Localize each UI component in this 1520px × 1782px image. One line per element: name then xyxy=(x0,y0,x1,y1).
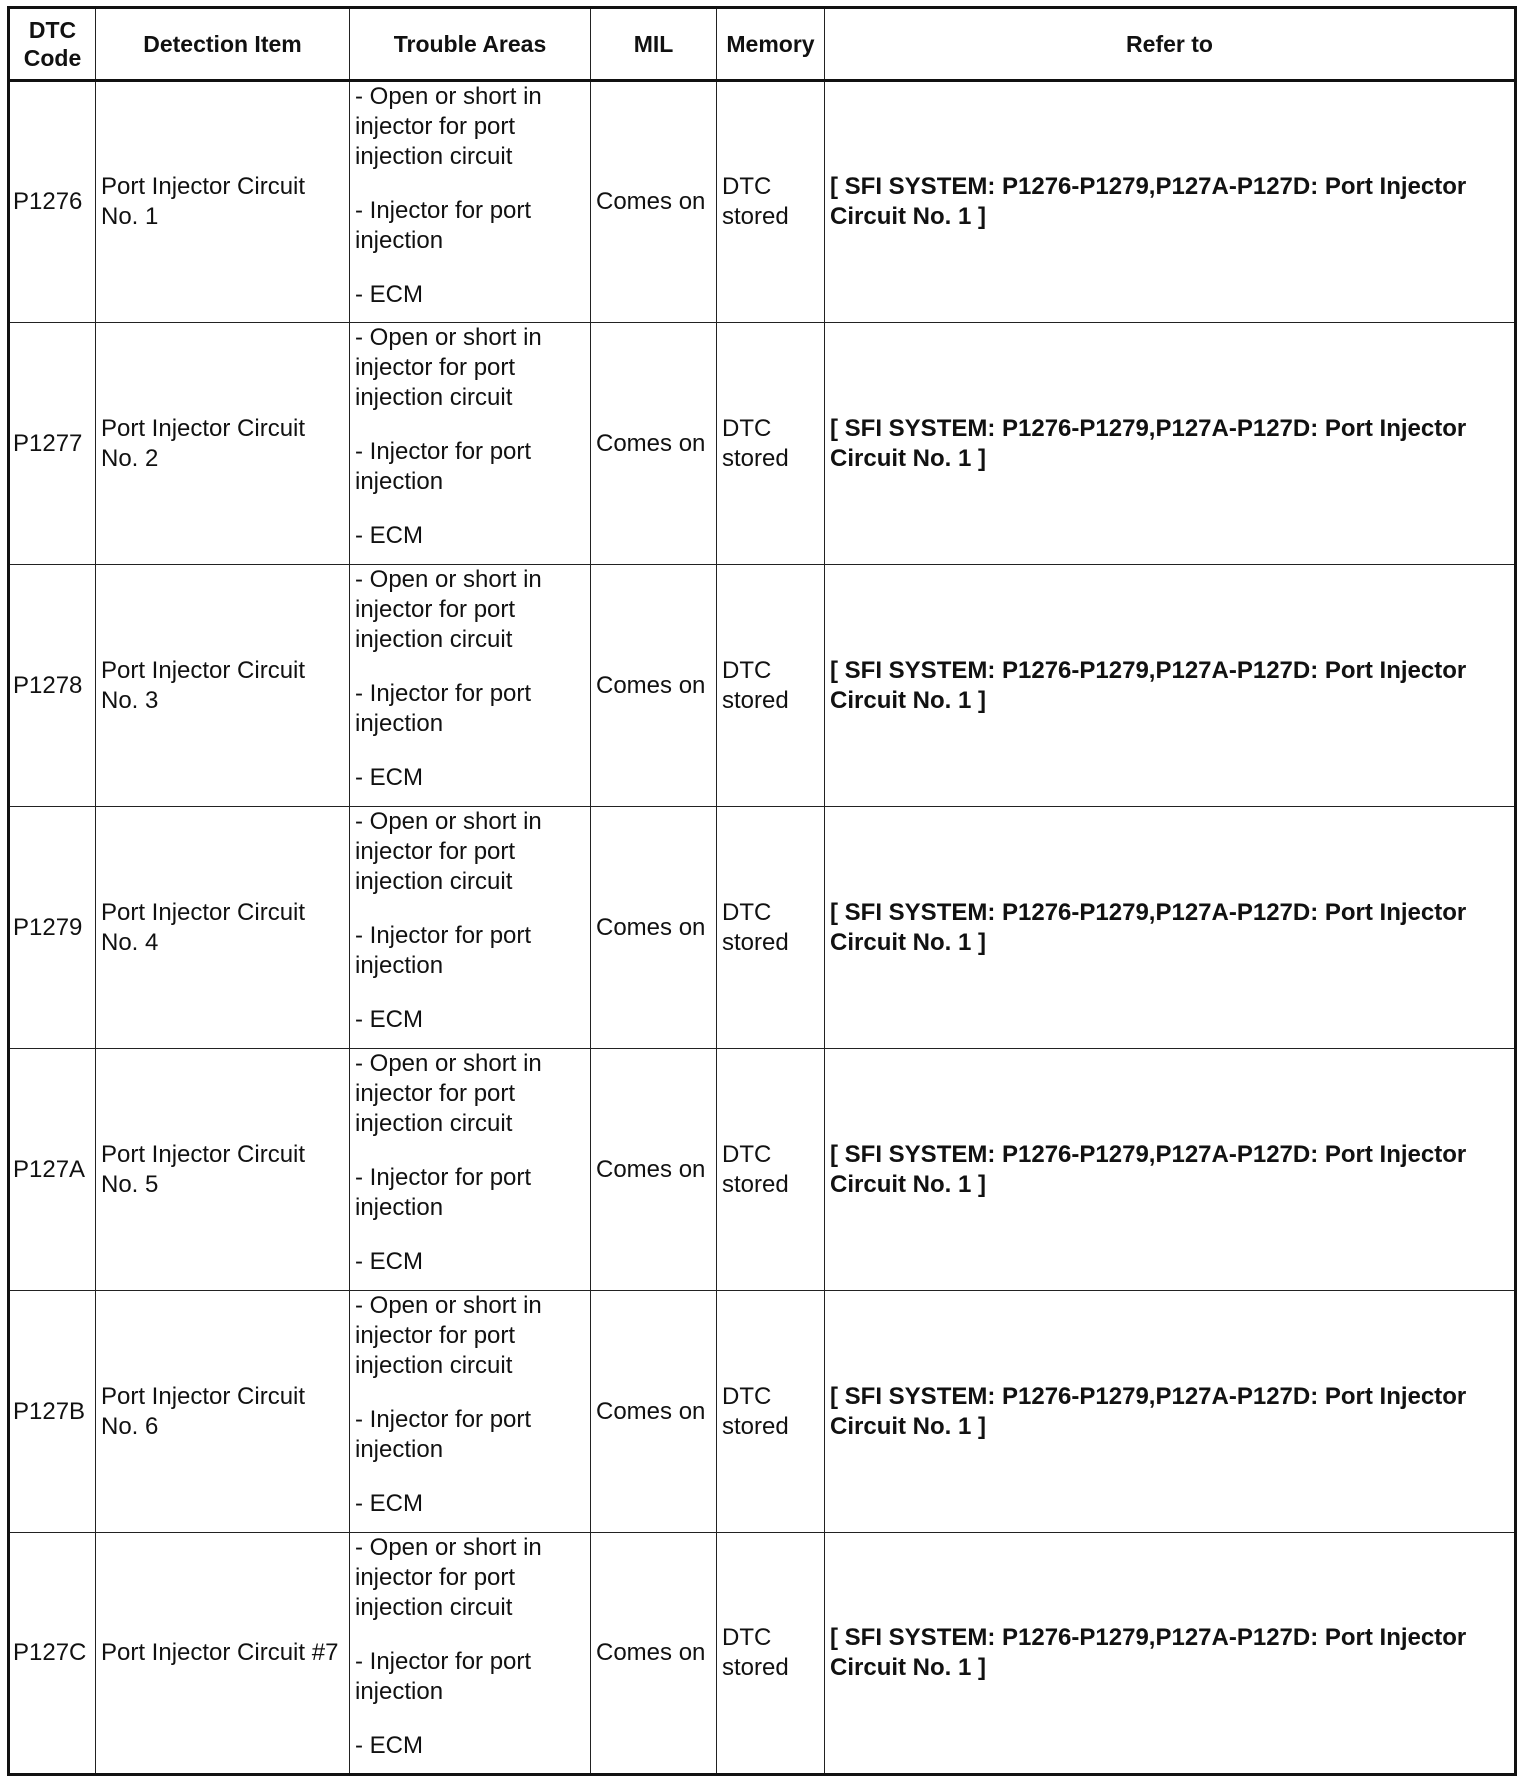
dtc-code-cell: P127C xyxy=(9,1533,96,1775)
mil-cell: Comes on xyxy=(591,565,717,807)
dtc-code-cell: P127B xyxy=(9,1291,96,1533)
dtc-code-cell: P1278 xyxy=(9,565,96,807)
table-row xyxy=(9,81,1516,323)
header-trouble-areas: Trouble Areas xyxy=(350,8,591,81)
table-row xyxy=(9,323,1516,565)
mil-cell: Comes on xyxy=(591,1291,717,1533)
table-row xyxy=(9,1049,1516,1291)
mil-cell: Comes on xyxy=(591,323,717,565)
trouble-area-item: - Injector for port injection xyxy=(355,1648,532,1705)
mil-cell: Comes on xyxy=(591,1049,717,1291)
header-row xyxy=(9,8,1516,81)
detection-item-cell: Port Injector Circuit No. 5 xyxy=(96,1049,350,1291)
trouble-area-item: - Injector for port injection xyxy=(355,197,532,254)
header-detection-item: Detection Item xyxy=(96,8,350,81)
trouble-area-item: - Injector for port injection xyxy=(355,922,532,979)
memory-cell: DTC stored xyxy=(717,1291,825,1533)
header-dtc-code-line2: Code xyxy=(23,45,82,71)
refer-to-link[interactable]: [ SFI SYSTEM: P1276-P1279,P127A-P127D: Port Injector Circuit No. 1 ] xyxy=(825,81,1516,323)
detection-item-cell: Port Injector Circuit No. 3 xyxy=(96,565,350,807)
memory-cell: DTC stored xyxy=(717,323,825,565)
memory-cell: DTC stored xyxy=(717,807,825,1049)
trouble-area-item: - Injector for port injection xyxy=(355,680,532,737)
dtc-table xyxy=(7,6,1517,1776)
memory-cell: DTC stored xyxy=(717,1533,825,1775)
trouble-areas-cell xyxy=(350,323,591,565)
refer-to-link[interactable]: [ SFI SYSTEM: P1276-P1279,P127A-P127D: Port Injector Circuit No. 1 ] xyxy=(825,1533,1516,1775)
mil-cell: Comes on xyxy=(591,807,717,1049)
trouble-area-item: - Open or short in injector for port injection circuit xyxy=(355,808,542,895)
dtc-code-cell: P127A xyxy=(9,1049,96,1291)
mil-cell: Comes on xyxy=(591,81,717,323)
trouble-area-item: - Injector for port injection xyxy=(355,438,532,495)
table-row xyxy=(9,1291,1516,1533)
header-mil: MIL xyxy=(591,8,717,81)
detection-item-cell: Port Injector Circuit No. 4 xyxy=(96,807,350,1049)
refer-to-link[interactable]: [ SFI SYSTEM: P1276-P1279,P127A-P127D: Port Injector Circuit No. 1 ] xyxy=(825,1291,1516,1533)
trouble-areas-cell xyxy=(350,1049,591,1291)
dtc-code-cell: P1276 xyxy=(9,81,96,323)
trouble-area-item: - Injector for port injection xyxy=(355,1406,532,1463)
trouble-area-item: - ECM xyxy=(355,522,423,549)
refer-to-link[interactable]: [ SFI SYSTEM: P1276-P1279,P127A-P127D: Port Injector Circuit No. 1 ] xyxy=(825,323,1516,565)
refer-to-link[interactable]: [ SFI SYSTEM: P1276-P1279,P127A-P127D: Port Injector Circuit No. 1 ] xyxy=(825,565,1516,807)
trouble-area-item: - ECM xyxy=(355,764,423,791)
trouble-area-item: - ECM xyxy=(355,1490,423,1517)
detection-item-cell: Port Injector Circuit No. 2 xyxy=(96,323,350,565)
trouble-area-item: - Open or short in injector for port injection circuit xyxy=(355,83,542,170)
trouble-areas-cell xyxy=(350,1291,591,1533)
trouble-area-item: - Open or short in injector for port injection circuit xyxy=(355,1534,542,1621)
trouble-areas-cell xyxy=(350,807,591,1049)
refer-to-link[interactable]: [ SFI SYSTEM: P1276-P1279,P127A-P127D: Port Injector Circuit No. 1 ] xyxy=(825,807,1516,1049)
trouble-area-item: - Open or short in injector for port injection circuit xyxy=(355,1292,542,1379)
table-row xyxy=(9,1533,1516,1775)
trouble-area-item: - Open or short in injector for port injection circuit xyxy=(355,324,542,411)
trouble-areas-cell xyxy=(350,565,591,807)
detection-item-cell: Port Injector Circuit #7 xyxy=(96,1533,350,1775)
trouble-area-item: - Open or short in injector for port injection circuit xyxy=(355,1050,542,1137)
memory-cell: DTC stored xyxy=(717,565,825,807)
header-dtc-code-line1: DTC xyxy=(28,17,77,43)
table-row xyxy=(9,565,1516,807)
mil-cell: Comes on xyxy=(591,1533,717,1775)
trouble-areas-cell xyxy=(350,1533,591,1775)
refer-to-link[interactable]: [ SFI SYSTEM: P1276-P1279,P127A-P127D: Port Injector Circuit No. 1 ] xyxy=(825,1049,1516,1291)
trouble-area-item: - ECM xyxy=(355,281,423,308)
detection-item-cell: Port Injector Circuit No. 6 xyxy=(96,1291,350,1533)
table-row xyxy=(9,807,1516,1049)
dtc-code-cell: P1277 xyxy=(9,323,96,565)
trouble-area-item: - ECM xyxy=(355,1006,423,1033)
memory-cell: DTC stored xyxy=(717,1049,825,1291)
header-memory: Memory xyxy=(717,8,825,81)
trouble-area-item: - Open or short in injector for port injection circuit xyxy=(355,566,542,653)
detection-item-cell: Port Injector Circuit No. 1 xyxy=(96,81,350,323)
trouble-area-item: - ECM xyxy=(355,1732,423,1759)
dtc-code-cell: P1279 xyxy=(9,807,96,1049)
trouble-area-item: - Injector for port injection xyxy=(355,1164,532,1221)
header-refer-to: Refer to xyxy=(825,8,1516,81)
trouble-areas-cell xyxy=(350,81,591,323)
trouble-area-item: - ECM xyxy=(355,1248,423,1275)
header-dtc-code xyxy=(9,8,96,81)
memory-cell: DTC stored xyxy=(717,81,825,323)
